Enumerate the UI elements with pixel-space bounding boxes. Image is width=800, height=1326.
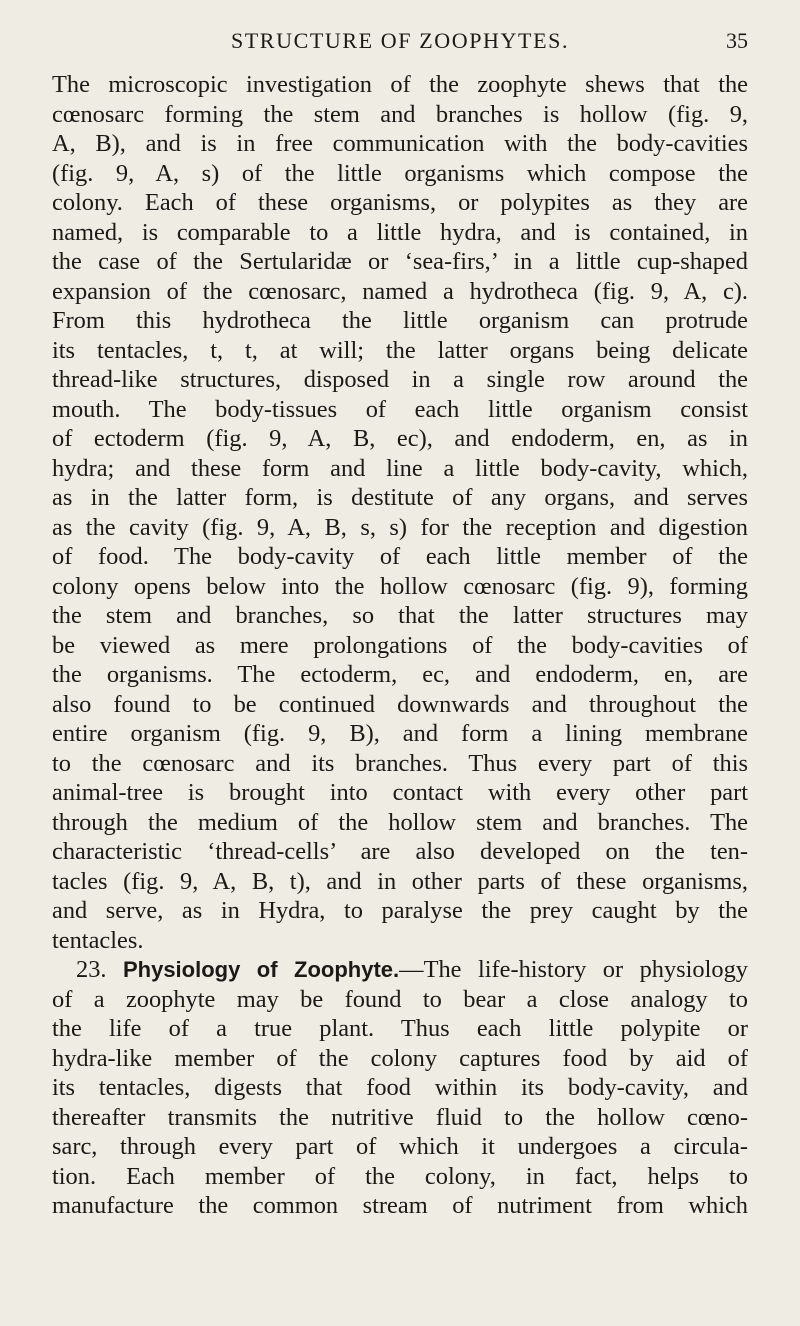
page-number: 35 — [726, 28, 748, 53]
paragraph-zoophyte-structure — [52, 70, 748, 955]
text-line: hydra-like member of the colony captures food by aid of — [52, 1044, 748, 1072]
text-line: the stem and branches, so that the latter structures may — [52, 602, 748, 629]
text-line: thread-like structures, disposed in a single row around the — [52, 366, 748, 393]
text-line: sarc, through every part of which it undergoes a circula- — [52, 1133, 748, 1160]
text-line: A, B), and is in free communication with the body-cavities — [52, 130, 748, 157]
page-header — [52, 24, 748, 66]
text-line: characteristic ‘thread-cells’ are also developed on the ten- — [52, 838, 748, 865]
text-line: as in the latter form, is destitute of any organs, and serves — [52, 484, 748, 511]
text-line: The microscopic investigation of the zoophyte shews that the — [52, 71, 748, 98]
text-line: named, is comparable to a little hydra, and is contained, in — [52, 218, 748, 246]
text-line: also found to be continued downwards and throughout the — [52, 690, 748, 718]
text-line: its tentacles, digests that food within its body-cavity, and — [52, 1074, 748, 1101]
text-line: tion. Each member of the colony, in fact, helps to — [52, 1162, 748, 1190]
text-line: colony opens below into the hollow cœnosarc (fig. 9), forming — [52, 572, 748, 600]
text-line: of food. The body-cavity of each little member of the — [52, 543, 748, 570]
text-line: From this hydrotheca the little organism can protrude — [52, 307, 748, 334]
text-line: be viewed as mere prolongations of the body-cavities of — [52, 631, 748, 659]
text-line: the life of a true plant. Thus each little polypite or — [52, 1015, 748, 1042]
section-number: 23. — [76, 956, 107, 983]
text-line: through the medium of the hollow stem and branches. The — [52, 808, 748, 836]
section-first-line — [52, 955, 748, 985]
text-line: hydra; and these form and line a little body-cavity, which, — [52, 454, 748, 482]
text-line: thereafter transmits the nutritive fluid to the hollow cœno- — [52, 1103, 748, 1131]
text-line: to the cœnosarc and its branches. Thus every part of this — [52, 749, 748, 777]
text-line: the case of the Sertularidæ or ‘sea-firs,’ in a little cup-shaped — [52, 248, 748, 275]
text-line: mouth. The body-tissues of each little organism consist — [52, 395, 748, 423]
text-line: (fig. 9, A, s) of the little organisms which compose the — [52, 159, 748, 187]
page-body — [52, 70, 748, 1221]
text-line: the organisms. The ectoderm, ec, and endoderm, en, are — [52, 661, 748, 688]
text-line: tentacles. — [52, 926, 144, 954]
text-line: and serve, as in Hydra, to paralyse the prey caught by the — [52, 897, 748, 924]
paragraph-physiology — [52, 955, 748, 1221]
running-title: STRUCTURE OF ZOOPHYTES. — [230, 28, 570, 53]
text-line: manufacture the common stream of nutriment from which — [52, 1192, 748, 1219]
text-line: cœnosarc forming the stem and branches is hollow (fig. 9, — [52, 100, 748, 128]
text-line: of ectoderm (fig. 9, A, B, ec), and endoderm, en, as in — [52, 425, 748, 452]
text-line: animal-tree is brought into contact with every other part — [52, 779, 748, 806]
text-line: of a zoophyte may be found to bear a close analogy to — [52, 985, 748, 1013]
section-heading: Physiology of Zoophyte. — [122, 957, 400, 982]
text-line: as the cavity (fig. 9, A, B, s, s) for the reception and digestion — [52, 513, 748, 541]
section-first-line-text: —The life-history or physiology — [399, 956, 748, 983]
text-line: its tentacles, t, t, at will; the latter organs being delicate — [52, 336, 748, 364]
text-line: expansion of the cœnosarc, named a hydrotheca (fig. 9, A, c). — [52, 277, 748, 305]
text-line: tacles (fig. 9, A, B, t), and in other parts of these organisms, — [52, 867, 748, 895]
text-line: colony. Each of these organisms, or polypites as they are — [52, 189, 748, 216]
text-line: entire organism (fig. 9, B), and form a lining membrane — [52, 720, 748, 747]
